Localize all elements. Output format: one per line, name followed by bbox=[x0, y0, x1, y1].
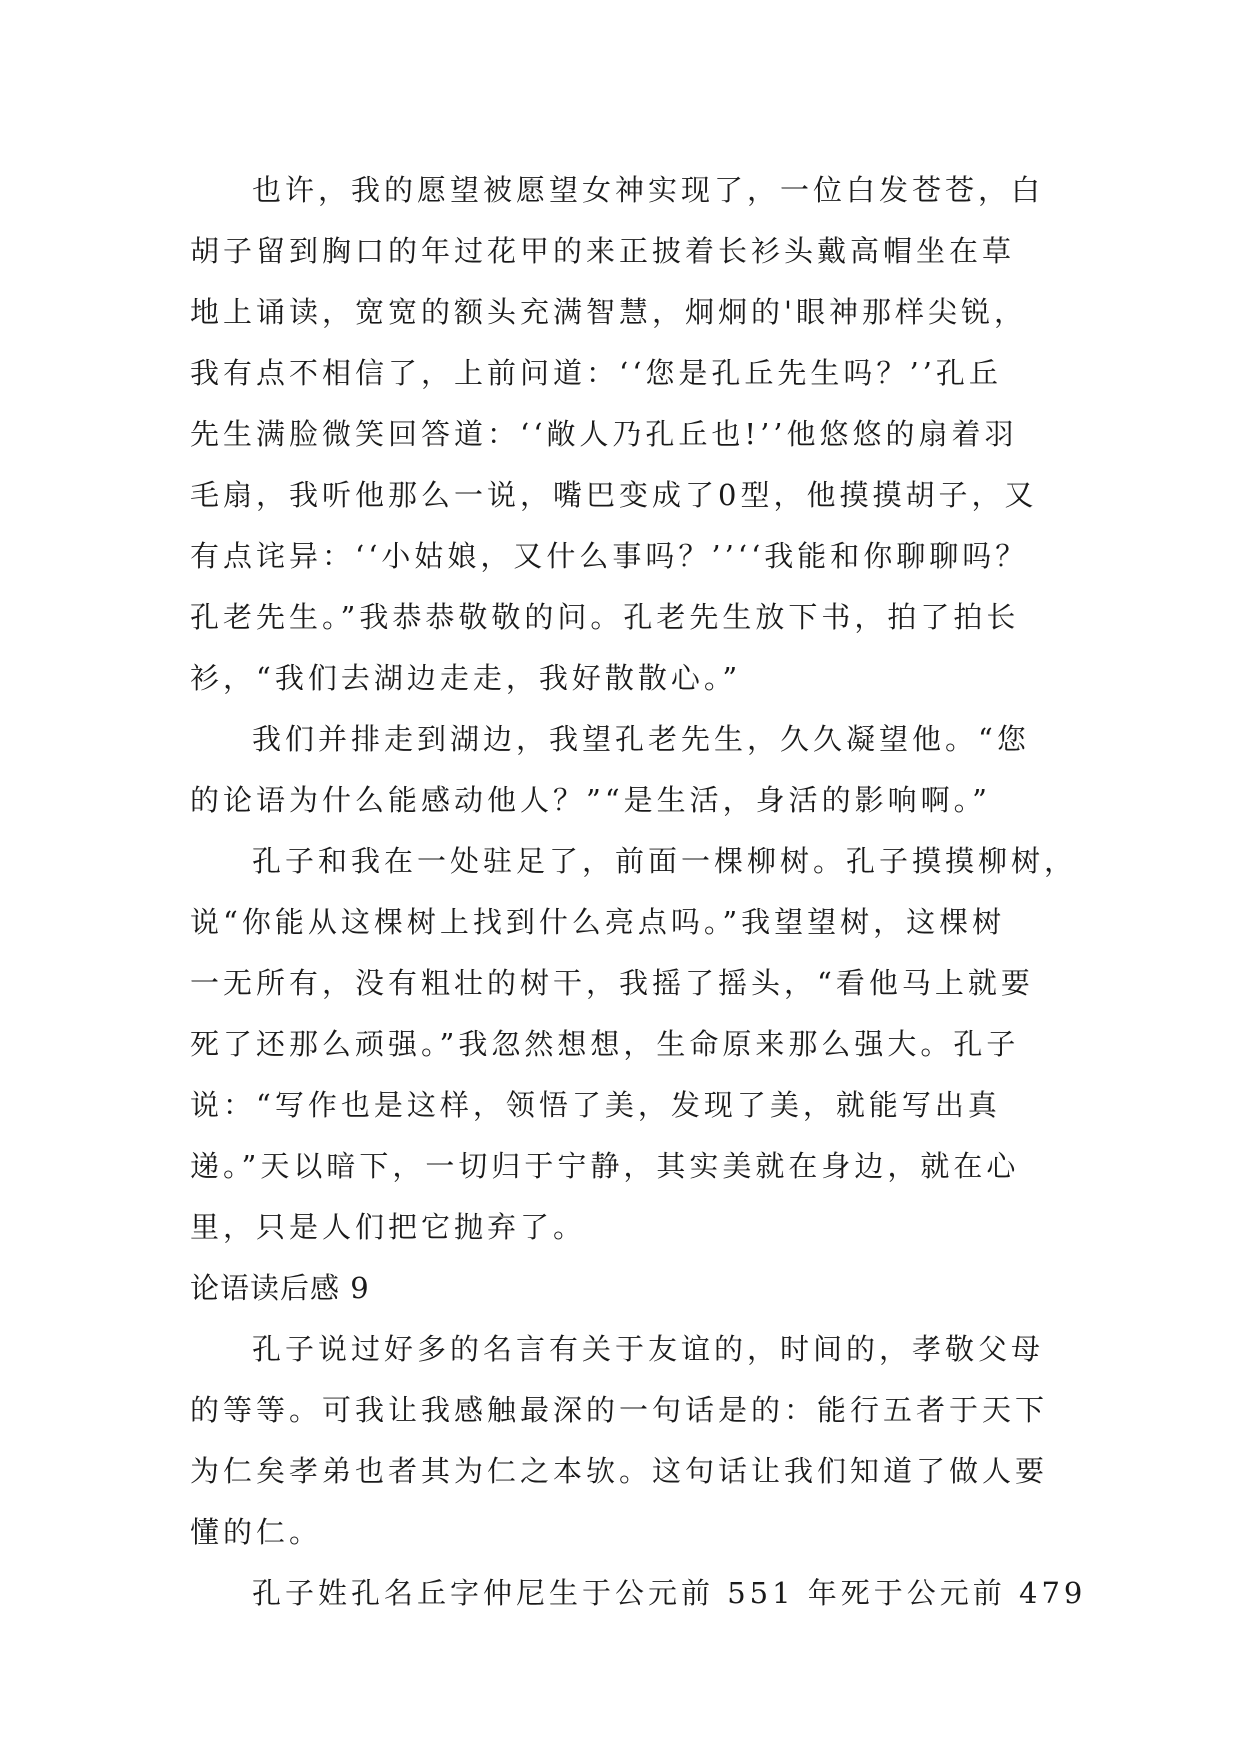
text-line: 我们并排走到湖边，我望孔老先生，久久凝望他。“您 bbox=[252, 722, 1030, 756]
section-heading: 论语读后感 9 bbox=[190, 1271, 370, 1305]
text-line: 地上诵读，宽宽的额头充满智慧，炯炯的'眼神那样尖锐， bbox=[190, 295, 1027, 329]
text-line: 有点诧异：‘‘小姑娘，又什么事吗？’’‘‘我能和你聊聊吗？ bbox=[190, 539, 1029, 573]
paragraph bbox=[190, 1319, 1060, 1563]
paragraph bbox=[190, 709, 1060, 831]
text-line: 的等等。可我让我感触最深的一句话是的：能行五者于天下 bbox=[190, 1393, 1049, 1427]
text-line: 我有点不相信了，上前问道：‘‘您是孔丘先生吗？’’孔丘 bbox=[190, 356, 1002, 390]
text-line: 死了还那么顽强。”我忽然想想，生命原来那么强大。孔子 bbox=[190, 1027, 1020, 1061]
text-line: 递。”天以暗下，一切归于宁静，其实美就在身边，就在心 bbox=[190, 1149, 1020, 1183]
body-text bbox=[190, 160, 1087, 1624]
text-line: 里，只是人们把它抛弃了。 bbox=[190, 1210, 587, 1244]
text-line: 孔老先生。”我恭恭敬敬的问。孔老先生放下书，拍了拍长 bbox=[190, 600, 1020, 634]
text-line: 毛扇，我听他那么一说，嘴巴变成了0型，他摸摸胡子，又 bbox=[190, 478, 1038, 512]
text-line: 先生满脸微笑回答道：‘‘敞人乃孔丘也!’’他悠悠的扇着羽 bbox=[190, 417, 1018, 451]
paragraph bbox=[190, 160, 1060, 709]
text-line: 的论语为什么能感动他人？”“是生活，身活的影响啊。” bbox=[190, 783, 991, 817]
paragraph bbox=[190, 831, 1078, 1258]
text-line: 一无所有，没有粗壮的树干，我摇了摇头，“看他马上就要 bbox=[190, 966, 1034, 1000]
text-line: 说：“写作也是这样，领悟了美，发现了美，就能写出真 bbox=[190, 1088, 1001, 1122]
text-line: 也许，我的愿望被愿望女神实现了，一位白发苍苍，白 bbox=[252, 173, 1045, 207]
text-line: 孔子说过好多的名言有关于友谊的，时间的，孝敬父母 bbox=[252, 1332, 1045, 1366]
paragraph bbox=[190, 1563, 1087, 1624]
text-line: 懂的仁。 bbox=[190, 1515, 323, 1549]
text-line: 衫，“我们去湖边走走，我好散散心。” bbox=[190, 661, 742, 695]
text-line: 胡子留到胸口的年过花甲的来正披着长衫头戴高帽坐在草 bbox=[190, 234, 1016, 268]
text-line: 说“你能从这棵树上找到什么亮点吗。”我望望树，这棵树 bbox=[190, 905, 1006, 939]
text-line: 为仁矣孝弟也者其为仁之本欤。这句话让我们知道了做人要 bbox=[190, 1454, 1049, 1488]
text-line: 孔子和我在一处驻足了，前面一棵柳树。孔子摸摸柳树， bbox=[252, 844, 1078, 878]
text-line: 孔子姓孔名丘字仲尼生于公元前 551 年死于公元前 479 bbox=[252, 1576, 1087, 1610]
